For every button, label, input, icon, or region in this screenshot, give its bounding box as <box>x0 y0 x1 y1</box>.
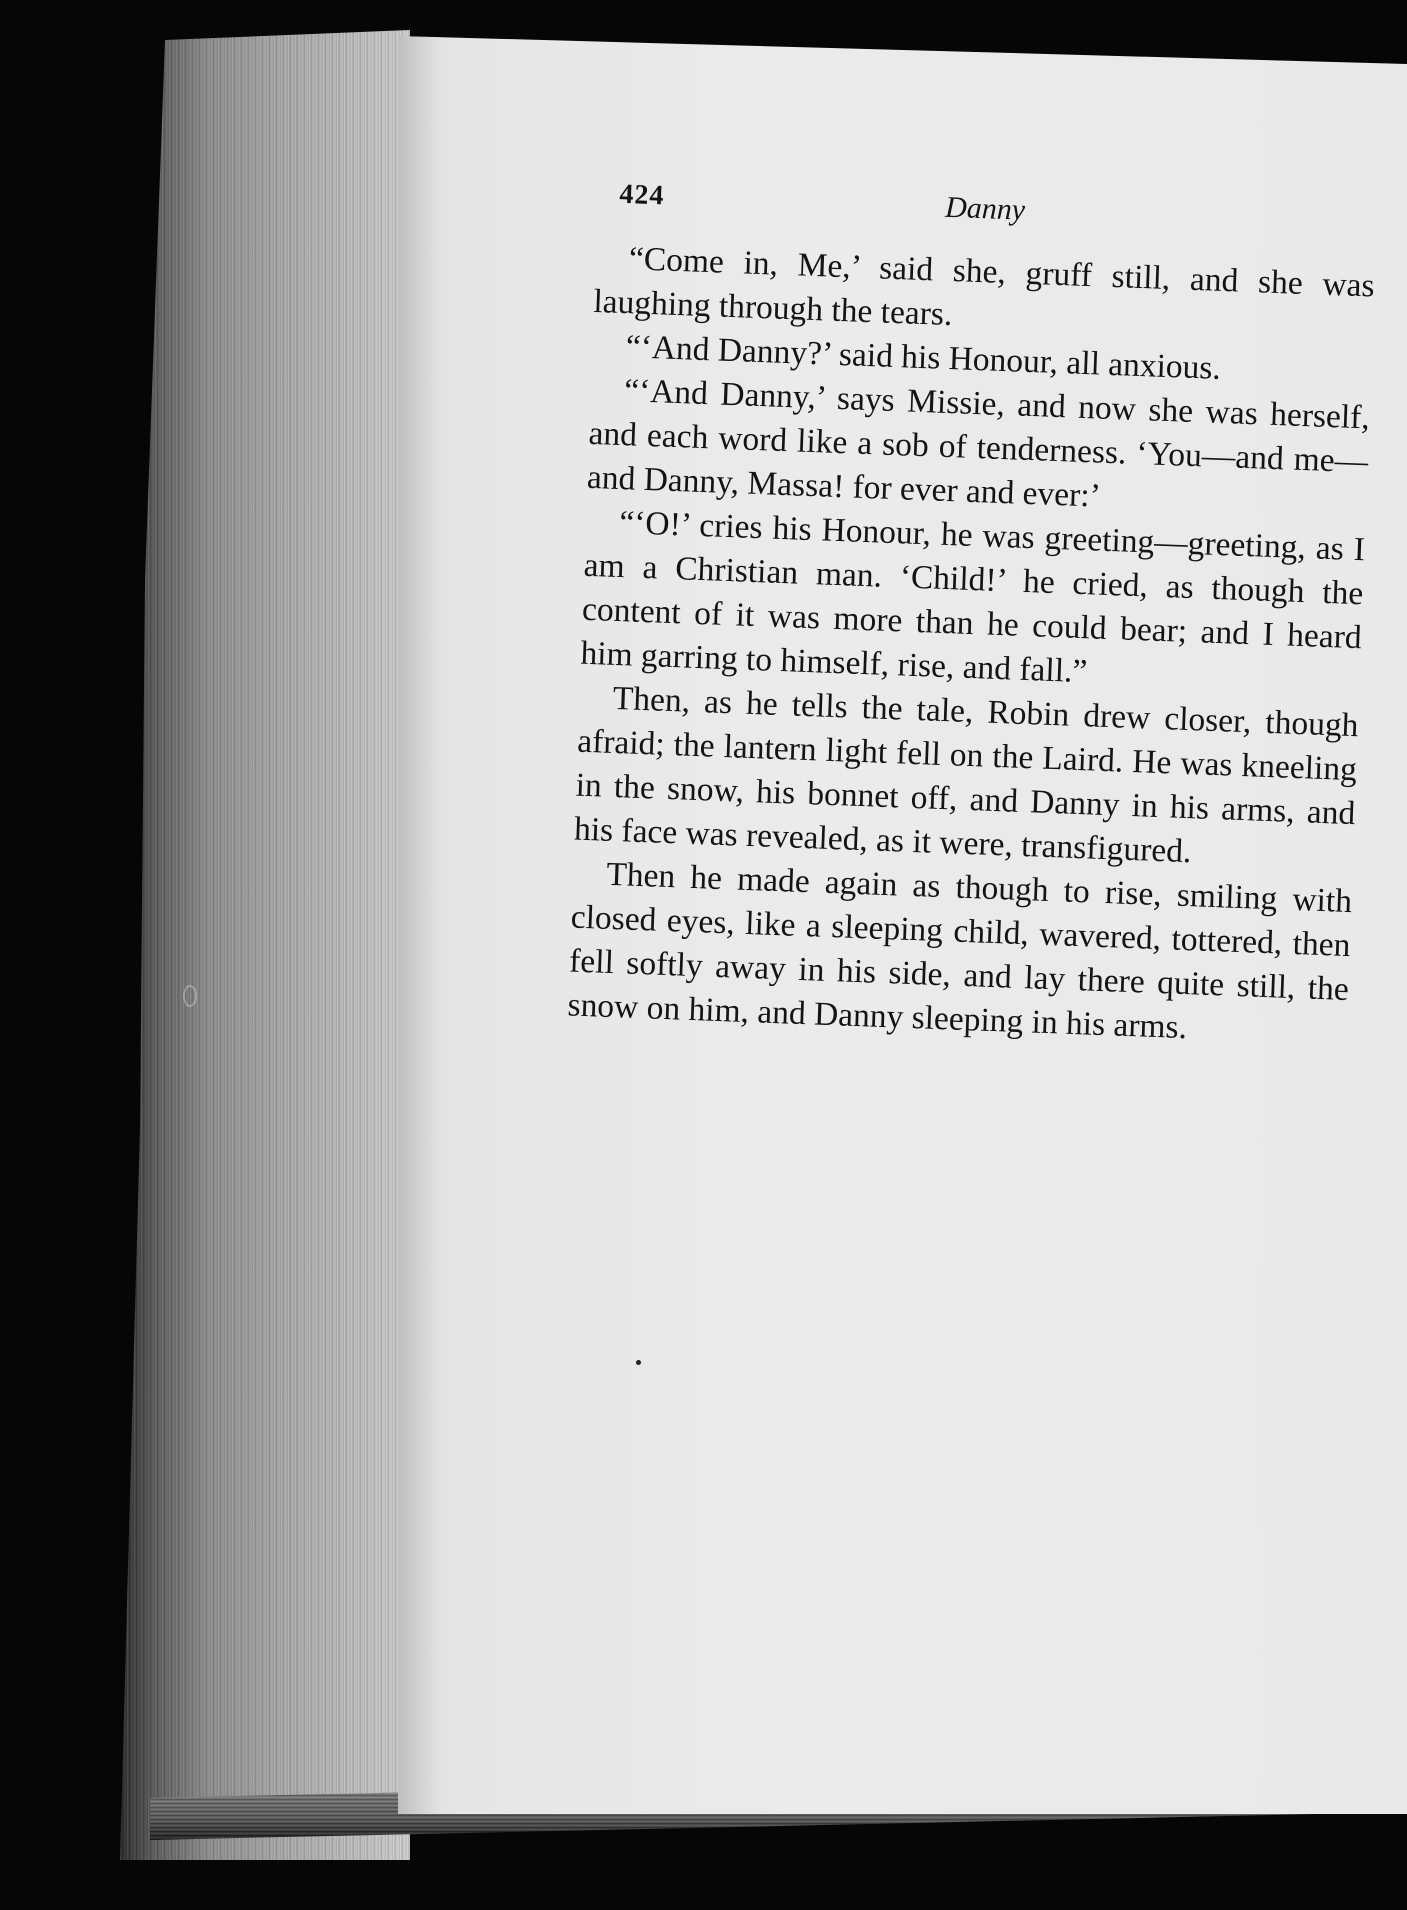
paragraph: “‘And Danny?’ said his Honour, all anxious. <box>625 328 1222 387</box>
paragraph: Then he made again as though to rise, smiling with closed eyes, like a sleeping child, wavered, tottered, then fell softly away in his side, and lay there quite still, the snow on him, and Danny sleeping in his arms. <box>566 855 1353 1047</box>
paragraph: “‘And Danny,’ says Missie, and now she was herself, and each word like a sob of tenderness. ‘You—and me—and Danny, Massa! for ever and ever:’ <box>586 372 1371 515</box>
paragraph: “Come in, Me,’ said she, gruff still, and she was laughing through the tears. <box>592 240 1376 334</box>
running-title: Danny <box>944 190 1026 227</box>
gutter-shadow <box>398 36 438 1814</box>
book-page-edges <box>120 30 410 1860</box>
paragraph: Then, as he tells the tale, Robin drew closer, though afraid; the lantern light fell on the Laird. He was kneeling in the snow, his bonnet off, and Danny in his arms, and his face was revealed, as it were, transfigured. <box>573 679 1360 871</box>
paragraph: “‘O!’ cries his Honour, he was greeting—greeting, as I am a Christian man. ‘Child!’ he cried, as though the content of it was more than he could bear; and I heard him garring to himself, rise, and fall.” <box>579 504 1366 691</box>
page-number: 424 <box>618 178 665 212</box>
edge-mark <box>183 985 197 1007</box>
ink-speck <box>636 1360 641 1365</box>
page-text-block <box>567 178 1378 1056</box>
